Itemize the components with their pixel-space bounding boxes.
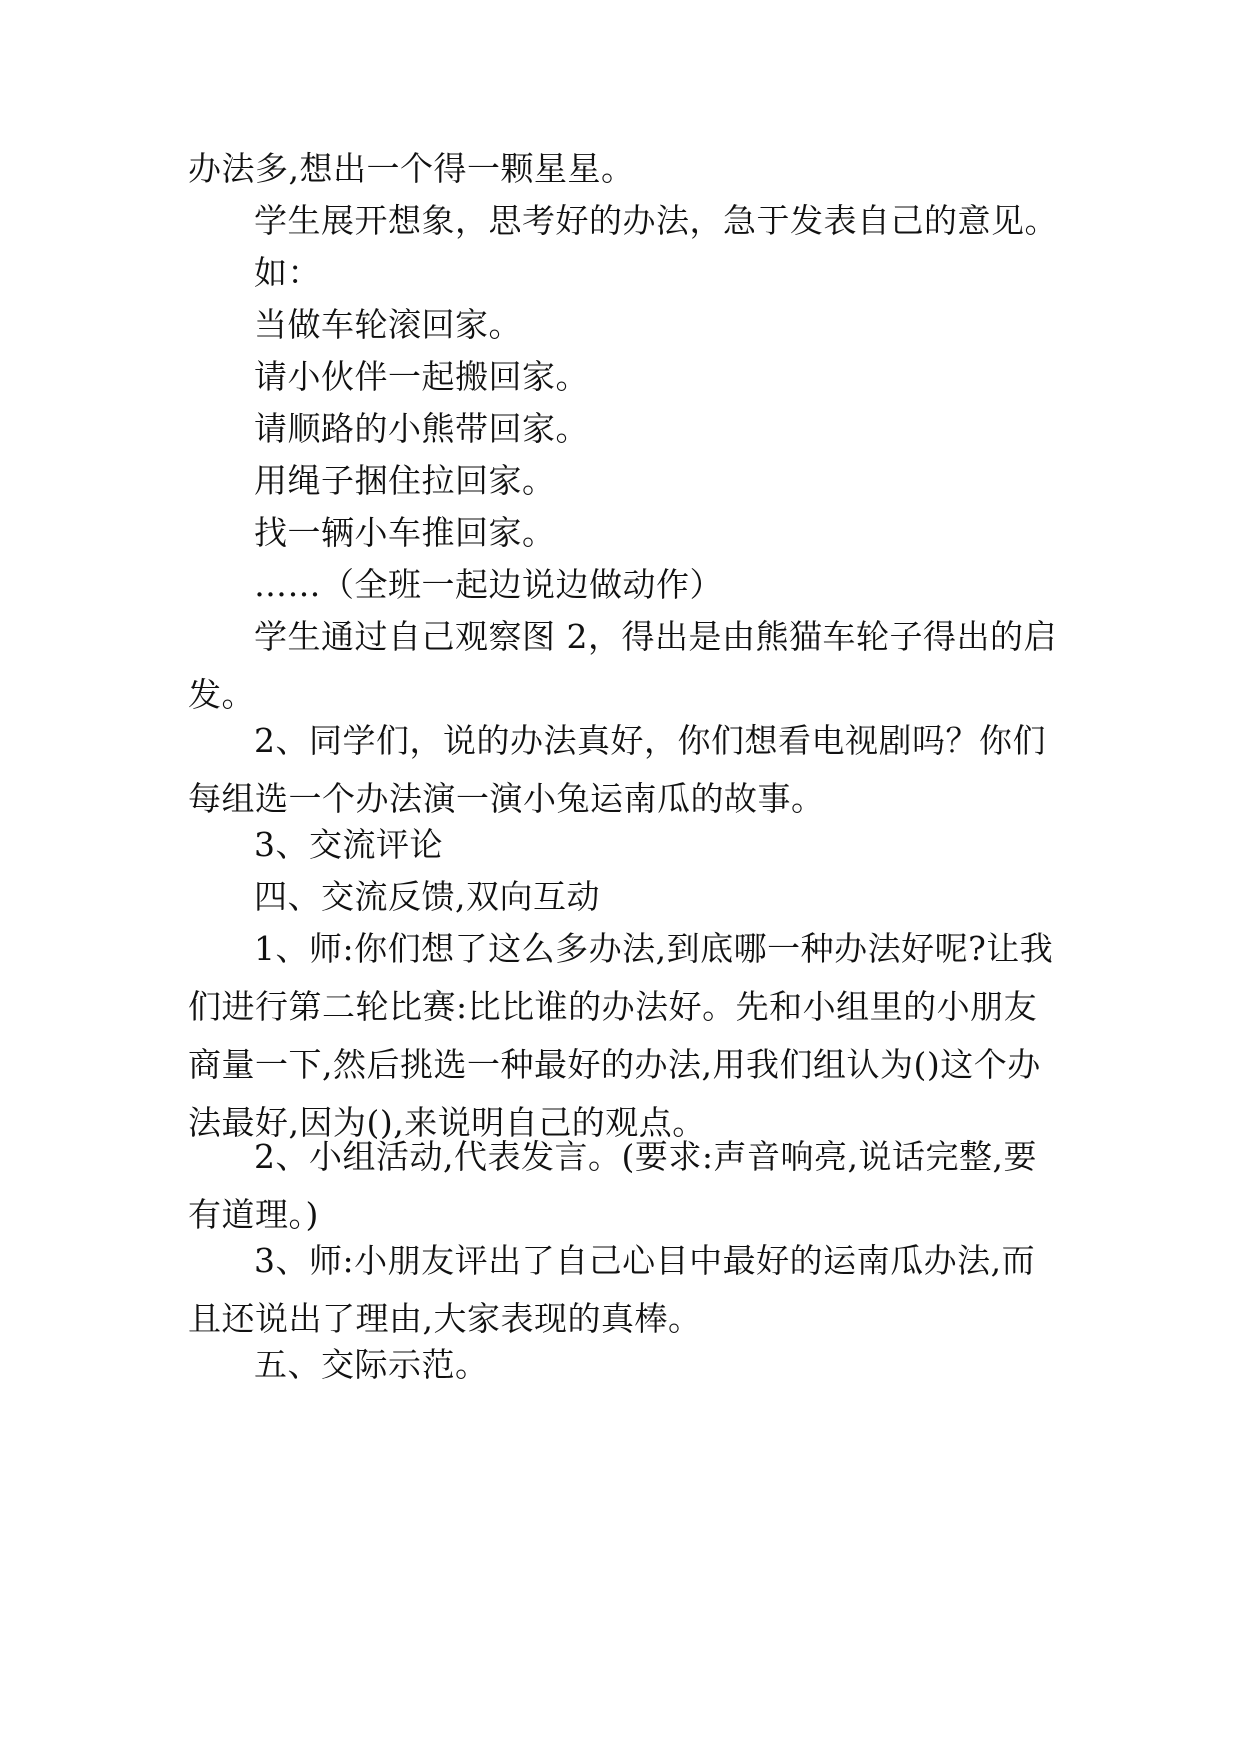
- paragraph: 3、交流评论: [254, 825, 443, 864]
- section-heading: 四、交流反馈,双向互动: [254, 877, 600, 916]
- paragraph: 2、同学们，说的办法真好，你们想看电视剧吗？你们每组选一个办法演一演小兔运南瓜的故事。: [188, 721, 1046, 818]
- paragraph: 学生展开想象，思考好的办法，急于发表自己的意见。: [254, 201, 1058, 240]
- section-heading: 五、交际示范。: [254, 1345, 489, 1384]
- paragraph: 用绳子捆住拉回家。: [254, 461, 556, 500]
- paragraph: 当做车轮滚回家。: [254, 305, 522, 344]
- paragraph: 如：: [254, 253, 321, 292]
- paragraph: 2、小组活动,代表发言。(要求:声音响亮,说话完整,要有道理。): [188, 1137, 1037, 1234]
- paragraph: 办法多,想出一个得一颗星星。: [188, 149, 635, 188]
- paragraph: 1、师:你们想了这么多办法,到底哪一种办法好呢?让我们进行第二轮比赛:比比谁的办法好。先和小组里的小朋友商量一下,然后挑选一种最好的办法,用我们组认为()这个办法最好,因为(),来说明自己的观点。: [188, 929, 1054, 1142]
- paragraph: 学生通过自己观察图 2，得出是由熊猫车轮子得出的启发。: [188, 617, 1057, 714]
- paragraph: 请小伙伴一起搬回家。: [254, 357, 589, 396]
- paragraph: 找一辆小车推回家。: [254, 513, 556, 552]
- paragraph: 请顺路的小熊带回家。: [254, 409, 589, 448]
- paragraph: ……（全班一起边说边做动作）: [254, 565, 723, 604]
- paragraph: 3、师:小朋友评出了自己心目中最好的运南瓜办法,而且还说出了理由,大家表现的真棒。: [188, 1241, 1036, 1338]
